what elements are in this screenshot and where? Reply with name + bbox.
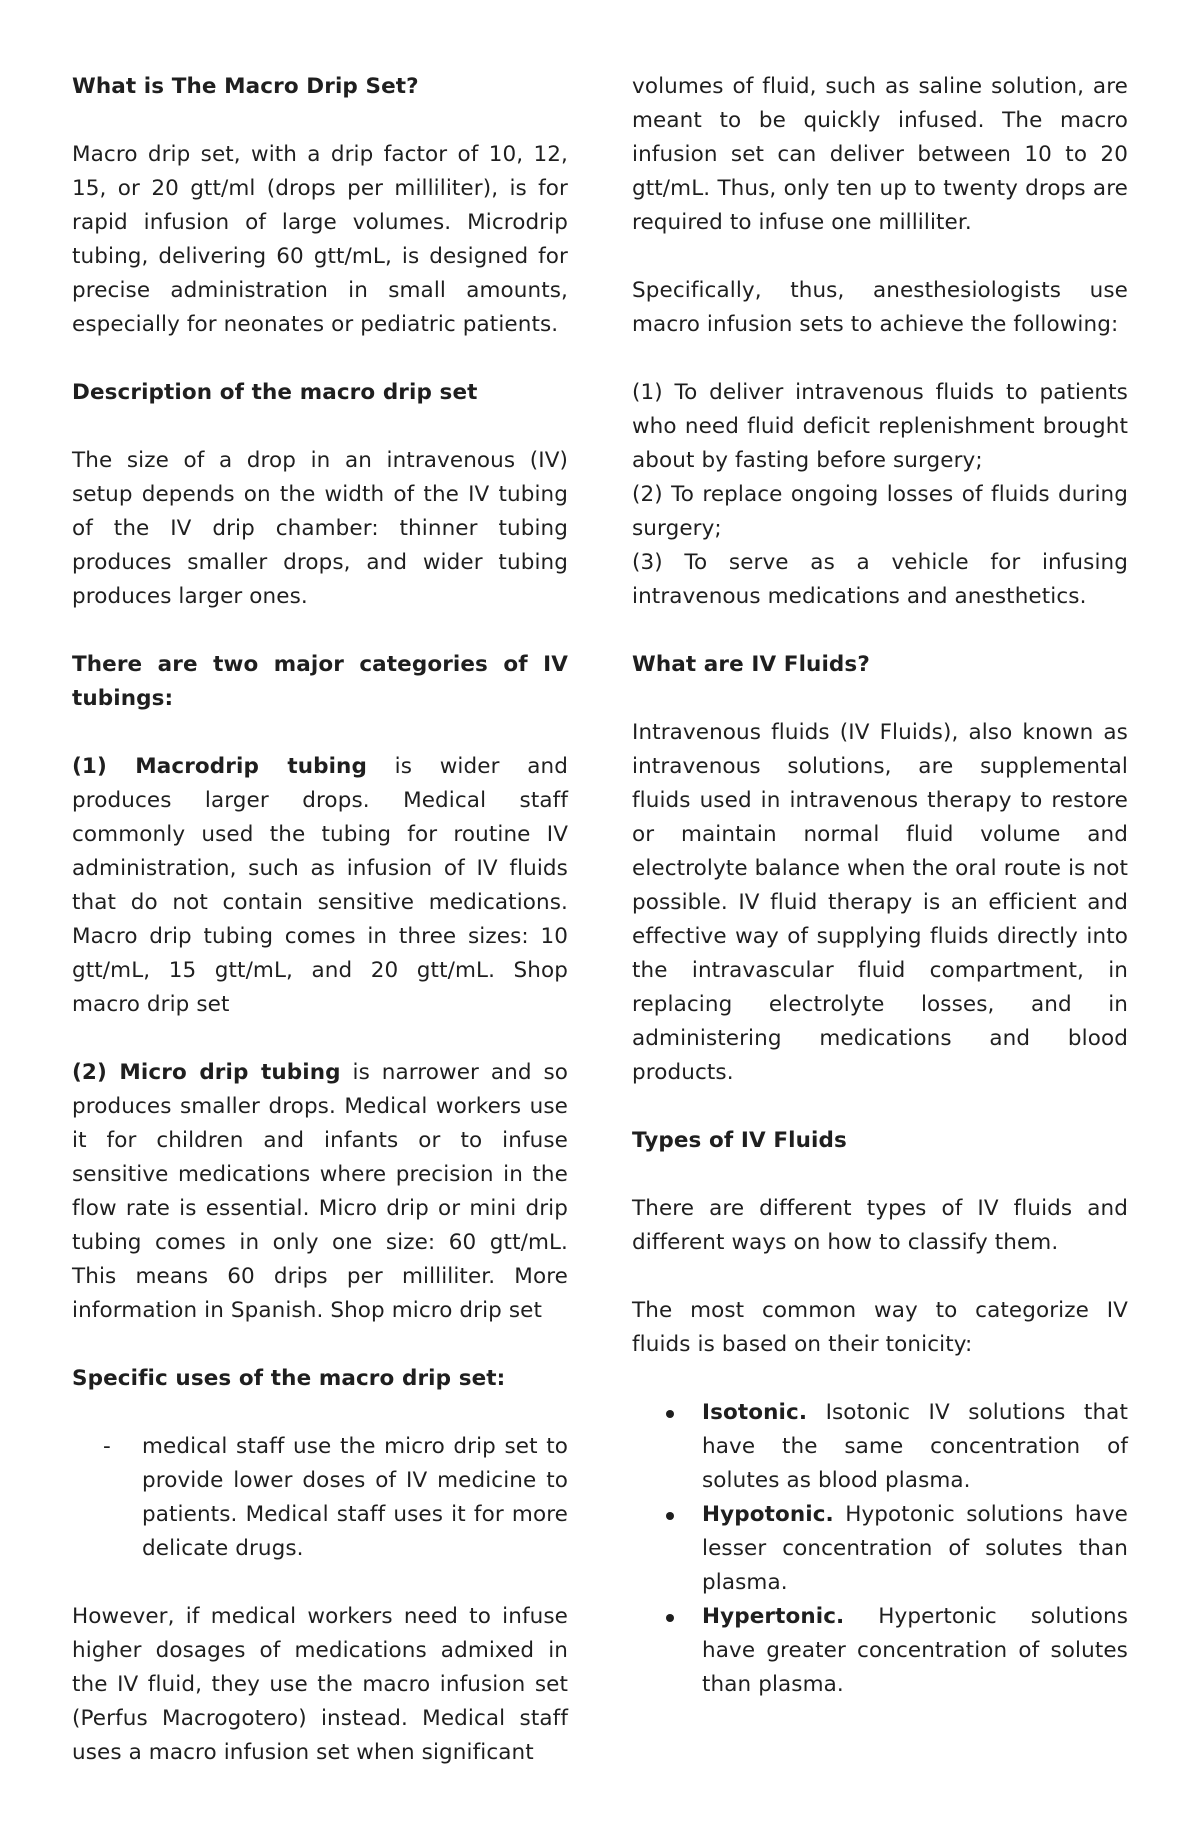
page-title: What is The Macro Drip Set? (72, 74, 419, 99)
microdrip-label: (2) Micro drip tubing (72, 1060, 341, 1085)
categories-heading: There are two major categories of IV tubings: (72, 652, 568, 711)
purpose-item-1: (1) To deliver intravenous fluids to patients who need fluid deficit replenishment brought about by fasting before surgery; (632, 380, 1128, 473)
iv-fluids-heading: What are IV Fluids? (632, 652, 870, 677)
tonicity-label: Hypertonic. (702, 1604, 845, 1629)
intro-paragraph: Macro drip set, with a drip factor of 10, 12, 15, or 20 gtt/ml (drops per milliliter), is for rapid infusion of large volumes. Microdrip tubing, delivering 60 gtt/mL, is designed for precise administration in small amounts, especially for neonates or pediatric patients. (72, 142, 568, 337)
tonicity-text: Hypertonic solutions have greater concentration of solutes than plasma. (702, 1604, 1128, 1697)
uses-heading: Specific uses of the macro drip set: (72, 1366, 506, 1391)
tonicity-text: Hypotonic solutions have lesser concentration of solutes than plasma. (702, 1502, 1128, 1595)
macrodrip-label: (1) Macrodrip tubing (72, 754, 367, 779)
right-column (632, 70, 1128, 1835)
common-way-paragraph: The most common way to categorize IV fluids is based on their tonicity: (632, 1298, 1128, 1357)
however-paragraph: However, if medical workers need to infuse higher dosages of medications admixed in the IV fluid, they use the macro infusion set (Perfus Macrogotero) instead. Medical staff uses a macro infusion set when significant (72, 1604, 568, 1765)
microdrip-text: is narrower and so produces smaller drops. Medical workers use it for children and infants or to infuse sensitive medications where precision in the flow rate is essential. Micro drip or mini drip tubing comes in only one size: 60 gtt/mL. This means 60 drips per milliliter. More information in Spanish. Shop micro drip set (72, 1060, 569, 1323)
description-paragraph: The size of a drop in an intravenous (IV) setup depends on the width of the IV tubing of the IV drip chamber: thinner tubing produces smaller drops, and wider tubing produces larger ones. (72, 448, 568, 609)
tonicity-label: Isotonic. (702, 1400, 808, 1425)
left-column (72, 70, 568, 1835)
tonicity-item-hypotonic (702, 1498, 1128, 1600)
microdrip-paragraph (72, 1056, 568, 1328)
types-heading: Types of IV Fluids (632, 1128, 847, 1153)
tonicity-item-hypertonic (702, 1600, 1128, 1702)
uses-list-item: - medical staff use the micro drip set to provide lower doses of IV medicine to patients. Medical staff uses it for more delicate drugs. (142, 1430, 568, 1566)
continuation-paragraph: volumes of fluid, such as saline solution, are meant to be quickly infused. The macro infusion set can deliver between 10 to 20 gtt/mL. Thus, only ten up to twenty drops are required to infuse one milliliter. (632, 74, 1128, 235)
bullet-icon (666, 1410, 674, 1418)
uses-list (72, 1430, 568, 1566)
tonicity-label: Hypotonic. (702, 1502, 834, 1527)
anesthesiologists-paragraph: Specifically, thus, anesthesiologists use macro infusion sets to achieve the following: (632, 278, 1128, 337)
macrodrip-text: is wider and produces larger drops. Medical staff commonly used the tubing for routine IV administration, such as infusion of IV fluids that do not contain sensitive medications. Macro drip tubing comes in three sizes: 10 gtt/mL, 15 gtt/mL, and 20 gtt/mL. Shop macro drip set (72, 754, 568, 1017)
iv-fluids-paragraph: Intravenous fluids (IV Fluids), also known as intravenous solutions, are supplemental fluids used in intravenous therapy to restore or maintain normal fluid volume and electrolyte balance when the oral route is not possible. IV fluid therapy is an efficient and effective way of supplying fluids directly into the intravascular fluid compartment, in replacing electrolyte losses, and in administering medications and blood products. (632, 720, 1128, 1085)
purpose-item-2: (2) To replace ongoing losses of fluids during surgery; (632, 482, 1128, 541)
macrodrip-paragraph (72, 750, 568, 1022)
bullet-icon (666, 1512, 674, 1520)
description-heading: Description of the macro drip set (72, 380, 478, 405)
purpose-item-3: (3) To serve as a vehicle for infusing intravenous medications and anesthetics. (632, 550, 1128, 609)
tonicity-text: Isotonic IV solutions that have the same concentration of solutes as blood plasma. (702, 1400, 1128, 1493)
tonicity-list (632, 1396, 1128, 1702)
bullet-icon (666, 1614, 674, 1622)
types-paragraph: There are different types of IV fluids and different ways on how to classify them. (632, 1196, 1128, 1255)
tonicity-item-isotonic (702, 1396, 1128, 1498)
